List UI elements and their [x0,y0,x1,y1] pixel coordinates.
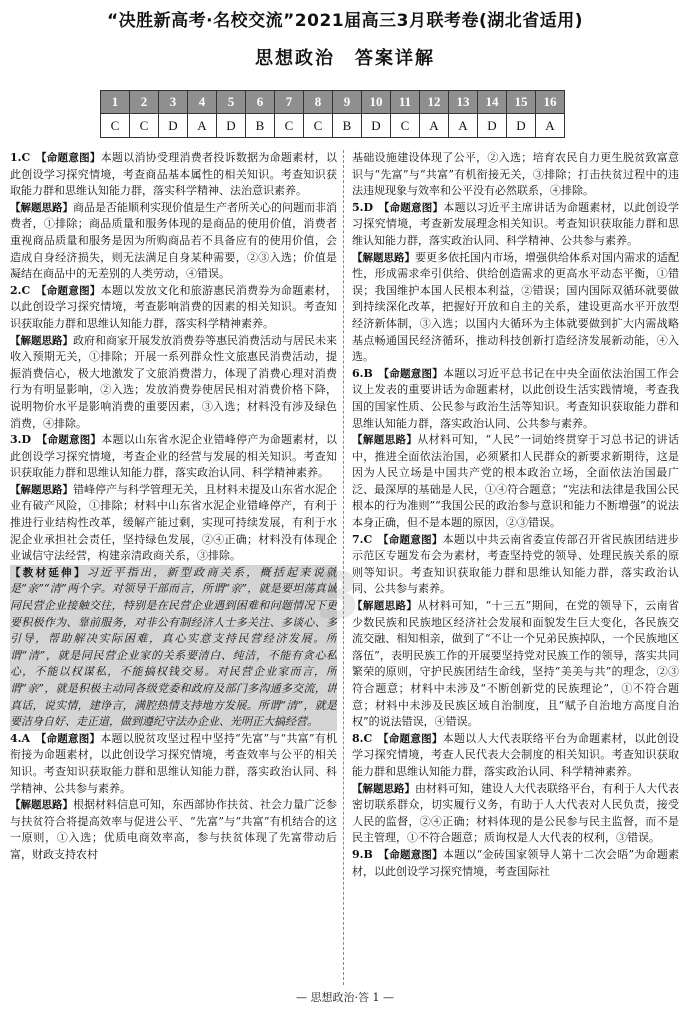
right-column [352,150,679,988]
paragraph-text: 本题以习近平总书记在中央全面依法治国工作会议上发表的重要讲话为命题素材，以此创设生活实践情境，考查我国的国家性质、公民参与政治生活等知识。考查知识获取能力群和思维认知能力群，落实政治认同、公共参与素养。 [352,366,679,430]
solution-paragraph [10,200,337,283]
paragraph-text: 本题以习近平主席讲话为命题素材，以此创设学习探究情境，考查新发展理念相关知识。考查知识获取能力群和思维认知能力群，落实政治认同、科学精神、公共参与素养。 [352,200,679,247]
question-number: 2.C [10,283,31,297]
section-tag: 【命题意图】 [36,434,102,447]
answer-cell: B [246,114,275,138]
section-tag: 【解题思路】 [10,334,73,347]
question-explanation [10,432,337,482]
question-number-cell: 13 [449,91,478,114]
question-number: 5.D [352,200,374,214]
question-explanation [10,283,337,333]
paragraph-text: 本题以人大代表联络平台为命题素材，以此创设学习探究情境，考查人民代表大会制度的相关知识。考查知识获取能力群和思维认知能力群，落实政治认同、科学精神素养。 [352,731,679,778]
paragraph-text: 错峰停产与科学管理无关，且材料未提及山东省水泥企业有破产风险，①排除；材料中山东省水泥企业错峰停产，有利于推进行业结构性改革，缓解产能过剩，实现可持续发展，有利于水泥企业承担社会责任，坚持绿色发展，②④正确；材料没有体现企业诚信守法经营，构建亲清政商关系，③排除。 [10,482,337,563]
paragraph-text: 基础设施建设体现了公平，②入选；培育农民自力更生脱贫致富意识与“先富”与“共富”有机衔接无关，③排除；打击扶贫过程中的违法违规现象与效率和公平没有必然联系，④排除。 [352,151,679,198]
answer-cell: C [304,114,333,138]
section-tag: 【命题意图】 [378,848,443,861]
paragraph-text: 从材料可知，“人民”一词始终贯穿于习总书记的讲话中，推进全面依法治国，必须紧扣人民群众的新要求新期待，这是因为人民立场是中国共产党的根本政治立场，全面依法治国最广泛、最深厚的基础是人民，①④符合题意；“宪法和法律是我国公民根本的行为准则”“我国公民的政治参与意识和能力不断增强”的说法本身正确，但不是本题的原因，②③错误。 [352,433,679,530]
question-number: 6.B [352,366,373,380]
answer-cell: B [333,114,362,138]
section-tag: 【解题思路】 [352,434,418,447]
section-tag: 【解题思路】 [10,799,73,812]
paragraph-text: 本题以山东省水泥企业错峰停产为命题素材，以此创设学习探究情境，考查企业的经营与发展的相关知识。考查知识获取能力群和思维认知能力群，落实政治认同、科学精神素养。 [10,433,337,480]
question-explanation [352,847,679,880]
section-tag: 【命题意图】 [378,201,444,214]
question-explanation [10,150,337,200]
section-tag: 【解题思路】 [10,201,73,214]
solution-paragraph [10,797,337,863]
paragraph-text: 要更多依托国内市场，增强供给体系对国内需求的适配性，形成需求牵引供给、供给创造需求的更高水平动态平衡，①错误；我国维护本国人民根本利益，②错误；国内国际双循环就要做到持续深化改革，把握好开放和自主的关系，建设更高水平开放型经济新体制，③入选；以国内大循环为主体就要做到扩大内需战略基点畅通国民经济循环，推动科技创新打造经济发展新动能，④入选。 [352,250,679,364]
question-number-cell: 4 [188,91,217,114]
watermark-logo: 3 [316,560,361,634]
question-number-cell: 16 [536,91,565,114]
section-tag: 【命题意图】 [35,152,101,164]
answer-cell: D [478,114,507,138]
section-tag: 【命题意图】 [35,732,101,745]
solution-paragraph [352,250,679,366]
answer-table-answer-row [101,114,565,138]
question-explanation [10,731,337,797]
paragraph-text: 本题以“金砖国家领导人第十二次会晤”为命题素材，以此创设学习探究情境，考查国际社 [352,847,679,878]
question-number-cell: 3 [159,91,188,114]
answer-cell: C [391,114,420,138]
paragraph-text: 本题以消协受理消费者投诉数据为命题素材，以此创设学习探究情境，考查商品基本属性的相关知识。考查知识获取能力群和思维认知能力群，落实科学精神、法治意识素养。 [10,151,337,198]
answer-cell: C [275,114,304,138]
answer-cell: A [188,114,217,138]
solution-paragraph [352,598,679,731]
question-number: 7.C [352,532,373,546]
paragraph-text: 本题以脱贫攻坚过程中坚持“先富”与“共富”有机衔接为命题素材，以此创设学习探究情境，考查效率与公平的相关知识。考查知识获取能力群和思维认知能力群，落实政治认同、科学精神、公共参与素养。 [10,731,337,795]
question-number-cell: 9 [333,91,362,114]
answer-cell: A [420,114,449,138]
paragraph-text: 本题以发放文化和旅游惠民消费券为命题素材，以此创设学习探究情境，考查影响消费的因素的相关知识。考查知识获取能力群和思维认知能力群，落实科学精神素养。 [10,283,337,330]
solution-paragraph [10,333,337,433]
question-explanation [352,200,679,250]
exam-subtitle: 思想政治 答案详解 [255,48,435,69]
solution-paragraph [10,482,337,565]
question-number-cell: 7 [275,91,304,114]
solution-paragraph [352,432,679,532]
answer-cell: A [449,114,478,138]
question-number-cell: 15 [507,91,536,114]
section-tag: 【解题思路】 [352,782,415,795]
question-number-cell: 6 [246,91,275,114]
solution-paragraph [352,781,679,847]
answer-cell: D [362,114,391,138]
paragraph-text: 习近平指出，新型政商关系，概括起来说就是“亲”“清”两个字。对领导干部而言，所谓“亲”，就是要坦荡真诚同民营企业接触交往，特别是在民营企业遇到困难和问题情况下更要积极作为、靠前服务，对非公有制经济人士多关注、多谈心、多引导，帮助解决实际困难，真心实意支持民营经济发展。所谓“清”，就是同民营企业家的关系要清白、纯洁，不能有贪心私心，不能以权谋私，不能搞权钱交易。对民营企业家而言，所谓“亲”，就是积极主动同各级党委和政府及部门多沟通多交流，讲真话，说实情，建诤言，满腔热情支持地方发展。所谓“清”，就是要洁身自好、走正道，做到遵纪守法办企业、光明正大搞经营。 [10,565,337,729]
paragraph-text: 本题以中共云南省委宣传部召开省民族团结进步示范区专题发布会为素材，考查坚持党的领导、处理民族关系的原则等知识。考查知识获取能力群和思维认知能力群，落实政治认同、公共参与素养。 [352,532,679,596]
question-number: 3.D [10,433,32,447]
paragraph-text: 商品是否能顺利实现价值是生产者所关心的问题而非消费者，①排除；商品质量和服务体现的是商品的使用价值，消费者重视商品质量和服务是因为所购商品若不具备应有的使用价值，会造成自身经济损失，则无法满足自身某种需要，②③入选；价值是凝结在商品中的无差别的人类劳动，④错误。 [10,200,337,281]
question-number: 9.B [352,847,373,861]
question-number-cell: 12 [420,91,449,114]
question-number-cell: 5 [217,91,246,114]
paragraph-text: 政府和商家开展发放消费券等惠民消费活动与居民未来收入预期无关，①排除；开展一系列群众性文旅惠民消费活动，提振消费信心，极大地激发了文旅消费潜力，体现了消费心理对消费行为有明显影响，②入选；发放消费券使居民相对消费价格下降，说明物价水平是影响消费的重要因素，③入选；材料没有涉及绿色消费，④排除。 [10,333,337,430]
question-explanation [352,366,679,432]
answer-cell: D [217,114,246,138]
question-number-cell: 1 [101,91,130,114]
paragraph-text: 从材料可知，“十三五”期间，在党的领导下，云南省少数民族和民族地区经济社会发展和面貌发生巨大变化，各民族交流交融、相知相亲，做到了“不让一个兄弟民族掉队，一个民族地区落伍”，表明民族工作的开展要坚持党对民族工作的领导，落实共同繁荣的原则，守护民族团结生命线，坚持“美美与共”的理念，②③符合题意；材料中未涉及“不断创新党的民族理论”，①不符合题意；材料中未涉及民族区域自治制度，且“赋予自治地方高度自治权”的说法错误，④错误。 [352,599,679,729]
answer-cell: A [536,114,565,138]
section-tag: 【命题意图】 [378,367,444,380]
section-tag: 【解题思路】 [10,483,73,496]
answer-cell: D [159,114,188,138]
paragraph-text: 根据材料信息可知，东西部协作扶贫、社会力量广泛参与扶贫符合将提高效率与促进公平、“先富”与“共富”有机结合的这一原则，①入选；优质电商效率高，参与扶贫体现了先富带动后富，财政支持农村 [10,798,337,861]
paragraph-text: 由材料可知，建设人大代表联络平台，有利于人大代表密切联系群众，切实履行义务，有助于人大代表对人民负责，接受人民的监督，②④正确；材料体现的是公民参与民主监督，而不是民主管理，①不符合题意；质询权是人大代表的权利，③错误。 [352,781,679,845]
question-number: 4.A [10,731,31,745]
left-column [10,150,337,988]
question-number-cell: 10 [362,91,391,114]
section-tag: 【命题意图】 [35,284,101,297]
exam-title: “决胜新高考·名校交流”2021届高三3月联考卷(湖北省适用) [107,11,583,31]
question-number: 8.C [352,731,373,745]
solution-paragraph [352,150,679,200]
section-tag: 【教材延伸】 [10,566,87,579]
question-number-cell: 8 [304,91,333,114]
page-footer: — 思想政治·答 1 — [296,991,394,1004]
answer-table [100,90,565,138]
answer-cell: D [507,114,536,138]
question-number-cell: 14 [478,91,507,114]
answer-table-header-row [101,91,565,114]
section-tag: 【解题思路】 [352,600,418,613]
question-number-cell: 2 [130,91,159,114]
question-explanation [352,532,679,598]
section-tag: 【命题意图】 [377,732,443,745]
section-tag: 【解题思路】 [352,251,415,264]
section-tag: 【命题意图】 [377,533,443,546]
question-explanation [352,731,679,781]
question-number: 1.C [10,151,31,164]
answer-cell: C [101,114,130,138]
question-number-cell: 11 [391,91,420,114]
textbook-extension [10,565,337,731]
answer-cell: C [130,114,159,138]
